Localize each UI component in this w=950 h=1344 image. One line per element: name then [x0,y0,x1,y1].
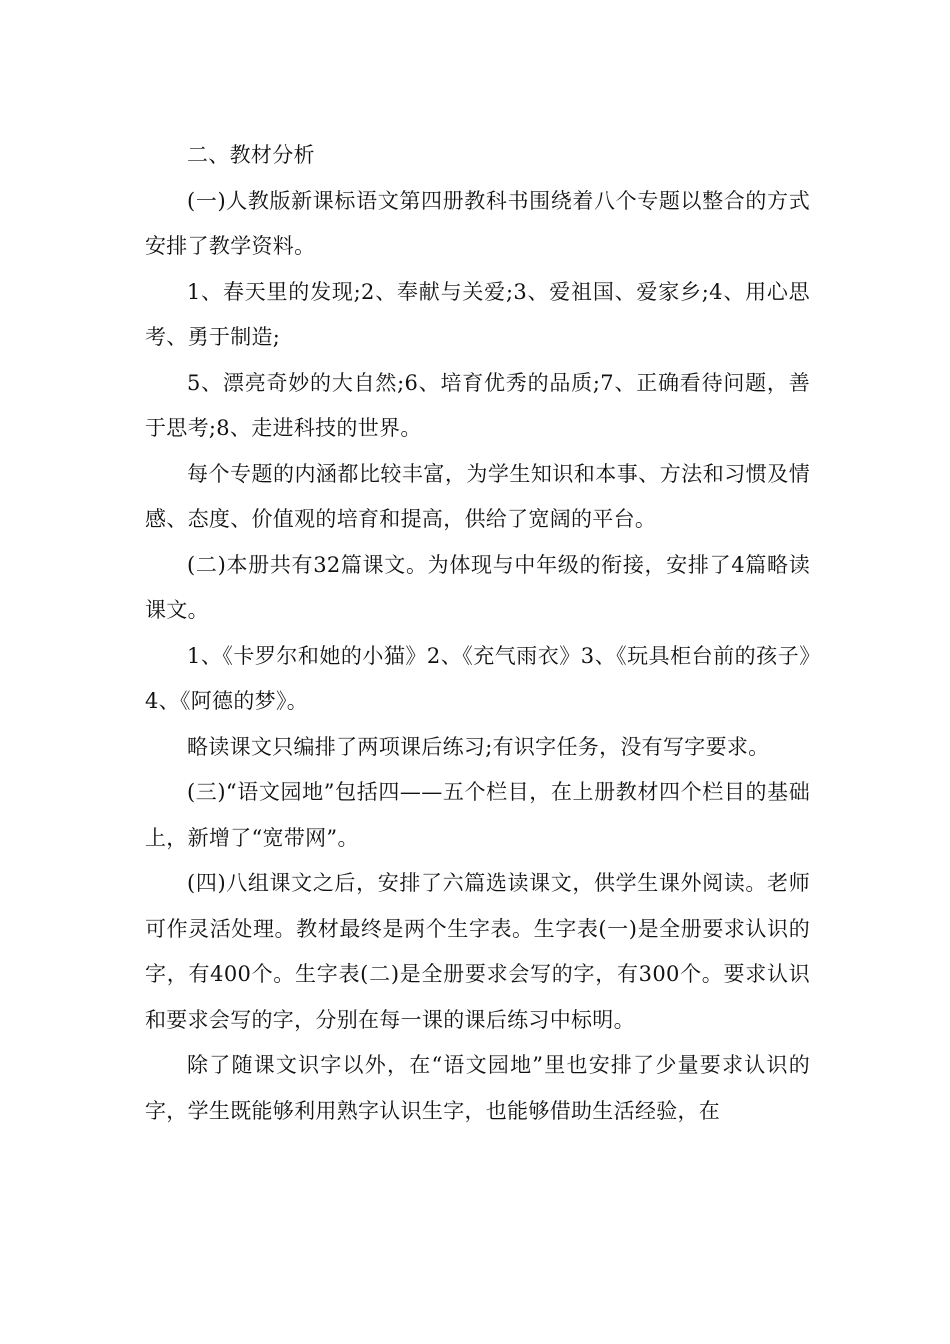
paragraph-5: (二)本册共有32篇课文。为体现与中年级的衔接，安排了4篇略读课文。 [145,552,810,622]
paragraph-2: 1、春天里的发现;2、奉献与关爱;3、爱祖国、爱家乡;4、用心思考、勇于制造; [145,279,810,349]
section-heading: 二、教材分析 [187,143,315,167]
paragraph-9: (四)八组课文之后，安排了六篇选读课文，供学生课外阅读。老师可作灵活处理。教材最终是两个生字表。生字表(一)是全册要求认识的字，有400个。生字表(二)是全册要求会写的字，有300个。要求认识和要求会写的字，分别在每一课的课后练习中标明。 [145,871,810,1032]
document-body [145,133,810,1134]
paragraph-8: (三)“语文园地”包括四——五个栏目，在上册教材四个栏目的基础上，新增了“宽带网”。 [145,780,810,850]
paragraph-1: (一)人教版新课标语文第四册教科书围绕着八个专题以整合的方式安排了教学资料。 [145,188,810,258]
paragraph-10: 除了随课文识字以外，在“语文园地”里也安排了少量要求认识的字，学生既能够利用熟字认识生字，也能够借助生活经验，在 [145,1053,810,1123]
paragraph-6: 1、《卡罗尔和她的小猫》2、《充气雨衣》3、《玩具柜台前的孩子》4、《阿德的梦》。 [145,643,810,713]
paragraph-7: 略读课文只编排了两项课后练习;有识字任务，没有写字要求。 [187,734,770,759]
paragraph-4: 每个专题的内涵都比较丰富，为学生知识和本事、方法和习惯及情感、态度、价值观的培育和提高，供给了宽阔的平台。 [145,461,810,531]
paragraph-3: 5、漂亮奇妙的大自然;6、培育优秀的品质;7、正确看待问题，善于思考;8、走进科技的世界。 [145,370,810,440]
